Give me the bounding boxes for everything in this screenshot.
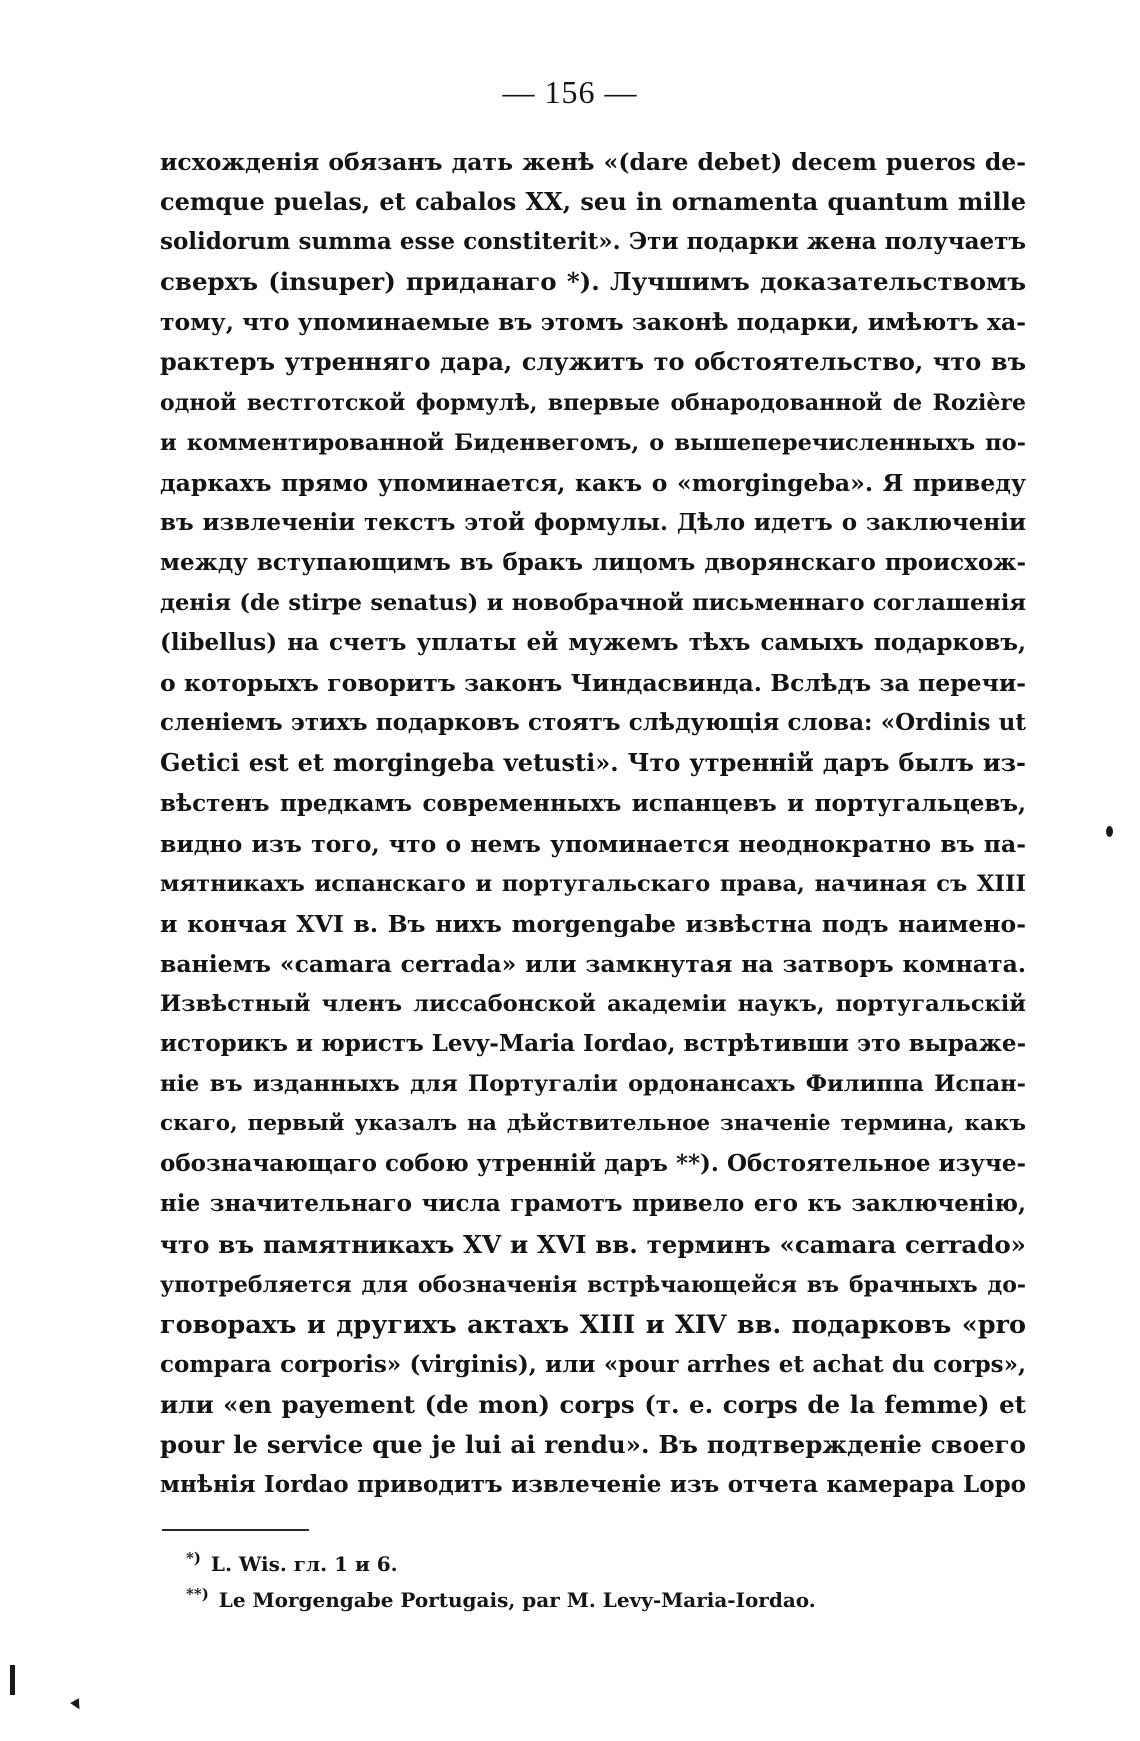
- body-text: [160, 142, 1026, 1505]
- body-line: рактеръ утренняго дара, служитъ то обстоятельство, что въ: [160, 347, 1026, 377]
- footnote-2: [186, 1582, 1026, 1618]
- footnote-rule: [162, 1529, 309, 1531]
- body-line: исхожденія обязанъ дать женѣ «(dare debet) decem pueros de-: [160, 148, 1026, 176]
- body-line: (libellus) на счетъ уплаты ей мужемъ тѣхъ самыхъ подарковъ,: [160, 629, 1026, 657]
- body-line: скаго, первый указалъ на дѣйствительное значеніе термина, какъ: [160, 1111, 1026, 1137]
- body-line: и комментированной Биденвегомъ, о вышеперечисленныхъ по-: [160, 429, 1026, 456]
- footnote-1: [186, 1546, 1026, 1582]
- body-line: сверхъ (insuper) приданаго *). Лучшимъ доказательствомъ: [160, 267, 1026, 297]
- body-line: pour le service que je lui ai rendu». Въ подтвержденіе своего: [160, 1430, 1026, 1459]
- body-line: ніе значительнаго числа грамотъ привело его къ заключенію,: [160, 1190, 1026, 1218]
- body-line: вѣстенъ предкамъ современныхъ испанцевъ и португальцевъ,: [160, 789, 1026, 817]
- body-line: тому, что упоминаемые въ этомъ законѣ подарки, имѣютъ ха-: [160, 308, 1026, 337]
- body-line: говорахъ и другихъ актахъ XIII и XIV вв. подарковъ «pro: [160, 1309, 1026, 1340]
- body-line: денія (de stirpe senatus) и новобрачной письменнаго соглашенія: [160, 590, 1026, 617]
- page-number: — 156 —: [502, 74, 638, 110]
- body-line: въ извлеченіи текстъ этой формулы. Дѣло идетъ о заключеніи: [160, 508, 1026, 536]
- body-line: ваніемъ «camara cerrada» или замкнутая на затворъ комната.: [160, 949, 1026, 978]
- margin-ink-dot: [1106, 826, 1113, 837]
- footnote-2-text: Le Morgengabe Portugais, par M. Levy-Maria-Iordao.: [218, 1588, 816, 1612]
- body-line: одной вестготской формулѣ, впервые обнародованной de Rozière: [160, 389, 1026, 416]
- body-line: историкъ и юристъ Levy-Maria Iordao, встрѣтивши это выраже-: [160, 1030, 1026, 1058]
- margin-ink-arrow: [70, 1698, 84, 1712]
- body-line: solidorum summa esse constiterit». Эти подарки жена получаетъ: [160, 228, 1026, 256]
- body-line: обозначающаго собою утренній даръ **). Обстоятельное изуче-: [160, 1150, 1026, 1178]
- body-line: Getici est et morgingeba vetusti». Что утренній даръ былъ из-: [160, 748, 1026, 778]
- margin-ink-tick: [10, 1665, 15, 1695]
- body-line: сленіемъ этихъ подарковъ стоятъ слѣдующія слова: «Ordinis ut: [160, 709, 1026, 737]
- body-line: между вступающимъ въ бракъ лицомъ дворянскаго происхож-: [160, 548, 1026, 576]
- body-line: compara corporis» (virginis), или «pour arrhes et achat du corps»,: [160, 1350, 1026, 1378]
- body-line: что въ памятникахъ XV и XVI вв. терминъ «camara cerrado»: [160, 1229, 1026, 1259]
- body-line: и кончая XVI в. Въ нихъ morgengabe извѣстна подъ наимено-: [160, 909, 1026, 938]
- footnote-1-text: L. Wis. гл. 1 и 6.: [210, 1552, 398, 1576]
- body-line: мятникахъ испанскаго и португальскаго права, начиная съ XIII: [160, 870, 1026, 897]
- body-line: видно изъ того, что о немъ упоминается неоднократно въ па-: [160, 829, 1026, 858]
- body-line: cemque puelas, et cabalos XX, seu in ornamenta quantum mille: [160, 187, 1026, 217]
- footnote-1-mark: *): [186, 1549, 201, 1568]
- footnote-2-mark: **): [186, 1585, 209, 1604]
- body-line: употребляется для обозначенія встрѣчающейся въ брачныхъ до-: [160, 1271, 1026, 1298]
- body-line: о которыхъ говоритъ законъ Чиндасвинда. Вслѣдъ за перечи-: [160, 669, 1026, 698]
- body-line: ніе въ изданныхъ для Португаліи ордонансахъ Филиппа Испан-: [160, 1071, 1026, 1098]
- footnotes: [186, 1546, 1026, 1618]
- body-line: даркахъ прямо упоминается, какъ о «morgingeba». Я приведу: [160, 468, 1026, 497]
- body-line: или «en payement (de mon) corps (т. е. corps de la femme) et: [160, 1389, 1026, 1419]
- body-line: Извѣстный членъ лиссабонской академіи наукъ, португальскій: [160, 990, 1026, 1017]
- body-line: мнѣнія Iordao приводитъ извлеченіе изъ отчета камерара Lopo: [160, 1471, 1026, 1499]
